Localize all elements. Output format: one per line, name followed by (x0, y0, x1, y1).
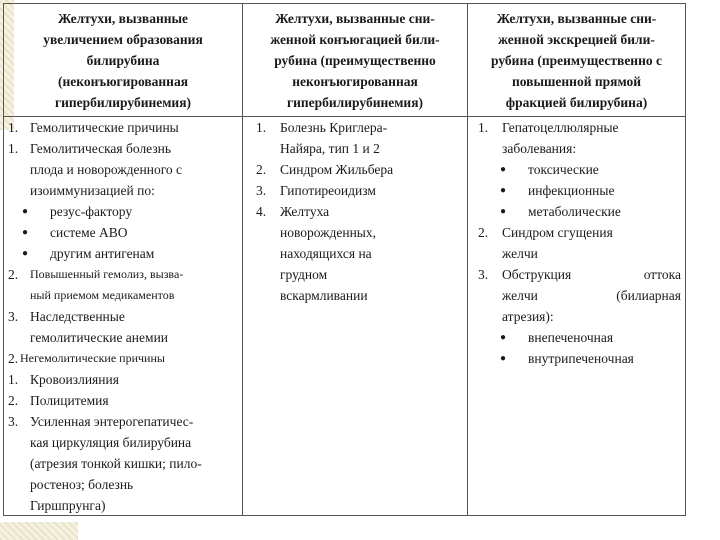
list-item-text: желчи (билиарная (502, 288, 681, 303)
list-item-text: Полицитемия (30, 393, 109, 408)
column-causes-reduced-conjugation (258, 117, 463, 306)
list-item (480, 264, 681, 285)
list-item (258, 243, 463, 264)
column-causes-reduced-excretion (480, 117, 681, 369)
list-item-text: метаболические (528, 204, 621, 219)
column-header-increased-formation: Желтухи, вызванные увеличением образования билирубина (неконъюгированная гипербилирубинемия) (43, 11, 203, 110)
column-header-reduced-excretion: Желтухи, вызванные сни- женной экскрецией били- рубина (преимущественно с повышенной прямой фракцией билирубина) (491, 11, 662, 110)
list-item-text: Желтуха (280, 204, 330, 219)
bullet-icon: ● (500, 164, 507, 175)
list-number: 1. (8, 120, 19, 135)
list-number: 3. (8, 414, 19, 429)
list-item (480, 222, 681, 243)
list-item-text: атрезия): (502, 309, 554, 324)
list-item-text: Гипотиреоидизм (280, 183, 376, 198)
list-item-text: грудном (280, 267, 328, 282)
list-item (8, 390, 238, 411)
list-item-text: Найяра, тип 1 и 2 (280, 141, 380, 156)
list-item-text: Болезнь Криглера- (280, 120, 388, 135)
list-item (258, 264, 463, 285)
list-item-text: внепеченочная (528, 330, 614, 345)
list-item-text: Гемолитическая болезнь (30, 141, 172, 156)
column-causes-increased-formation (8, 117, 238, 516)
list-number: 1. (256, 120, 267, 135)
list-item (8, 327, 238, 348)
list-item (8, 369, 238, 390)
bullet-icon: ● (500, 206, 507, 217)
list-item (258, 222, 463, 243)
list-item-text: Наследственные (30, 309, 125, 324)
list-item (8, 411, 238, 432)
list-item (480, 243, 681, 264)
bullet-icon: ● (500, 332, 507, 343)
bullet-icon: ● (22, 227, 29, 238)
list-item-text: плода и новорожденного с (30, 162, 183, 177)
slide-decoration-bottom-left (0, 522, 78, 540)
list-item-text: ростеноз; болезнь (30, 477, 134, 492)
bullet-icon: ● (22, 248, 29, 259)
list-item (258, 159, 463, 180)
list-item (8, 285, 238, 306)
list-item-text: заболевания: (502, 141, 577, 156)
list-item (8, 432, 238, 453)
list-item-text: Гиршпрунга) (30, 498, 106, 513)
list-item (8, 138, 238, 159)
list-item (8, 453, 238, 474)
list-item-text: вскармливании (280, 288, 368, 303)
bullet-icon: ● (22, 206, 29, 217)
list-item-text: желчи (502, 246, 538, 261)
list-bullet-item (480, 159, 681, 180)
list-item-text: токсические (528, 162, 599, 177)
list-item (480, 306, 681, 327)
list-item-text: Повышенный гемолиз, вызва- (30, 267, 184, 281)
list-item-text: новорожденных, (280, 225, 377, 240)
list-item (8, 117, 238, 138)
list-bullet-item (480, 201, 681, 222)
list-item (8, 495, 238, 516)
list-item-text: находящихся на (280, 246, 372, 261)
list-number: 2. (256, 162, 267, 177)
list-item (8, 348, 238, 369)
list-item-text: системе АВО (50, 225, 128, 240)
list-bullet-item (480, 348, 681, 369)
jaundice-classification-table (3, 3, 686, 516)
bullet-icon: ● (500, 185, 507, 196)
list-number: 1. (8, 372, 19, 387)
list-item-text: другим антигенам (50, 246, 155, 261)
list-item-text: Негемолитические причины (20, 351, 165, 365)
list-bullet-item (480, 327, 681, 348)
list-item (258, 180, 463, 201)
list-item (8, 180, 238, 201)
list-item (258, 201, 463, 222)
list-number: 4. (256, 204, 267, 219)
list-bullet-item (8, 201, 238, 222)
list-item-text: внутрипеченочная (528, 351, 634, 366)
list-number: 3. (478, 267, 489, 282)
list-item (480, 117, 681, 138)
list-item-text: резус-фактору (50, 204, 133, 219)
list-item-text: (атрезия тонкой кишки; пило- (30, 456, 202, 471)
list-item-text: гемолитические анемии (30, 330, 169, 345)
list-number: 2. (8, 351, 19, 366)
list-item-text: изоиммунизацией по: (30, 183, 155, 198)
list-number: 2. (8, 267, 19, 282)
list-item (258, 138, 463, 159)
list-number: 2. (478, 225, 489, 240)
list-item-text: Гепатоцеллюлярные (502, 120, 619, 135)
list-item (8, 474, 238, 495)
list-item (258, 117, 463, 138)
list-bullet-item (8, 222, 238, 243)
column-header-reduced-conjugation: Желтухи, вызванные сни- женной конъюгацией били- рубина (преимущественно неконъюгированная гипербилирубинемия) (270, 11, 440, 110)
list-item-text: Гемолитические причины (30, 120, 179, 135)
list-number: 3. (256, 183, 267, 198)
list-item (8, 264, 238, 285)
list-number: 3. (8, 309, 19, 324)
list-item-text: Синдром сгущения (502, 225, 613, 240)
list-bullet-item (8, 243, 238, 264)
list-item (8, 159, 238, 180)
list-number: 1. (8, 141, 19, 156)
list-number: 1. (478, 120, 489, 135)
list-item-text: кая циркуляция билирубина (30, 435, 192, 450)
list-item-text: Усиленная энтерогепатичес- (30, 414, 194, 429)
list-item (480, 138, 681, 159)
list-item-text: инфекционные (528, 183, 615, 198)
list-item-text: Обструкция оттока (502, 267, 681, 282)
list-number: 2. (8, 393, 19, 408)
list-bullet-item (480, 180, 681, 201)
list-item (480, 285, 681, 306)
list-item (258, 285, 463, 306)
bullet-icon: ● (500, 353, 507, 364)
list-item (8, 306, 238, 327)
list-item-text: ный приемом медикаментов (30, 288, 175, 302)
list-item-text: Синдром Жильбера (280, 162, 394, 177)
list-item-text: Кровоизлияния (30, 372, 119, 387)
